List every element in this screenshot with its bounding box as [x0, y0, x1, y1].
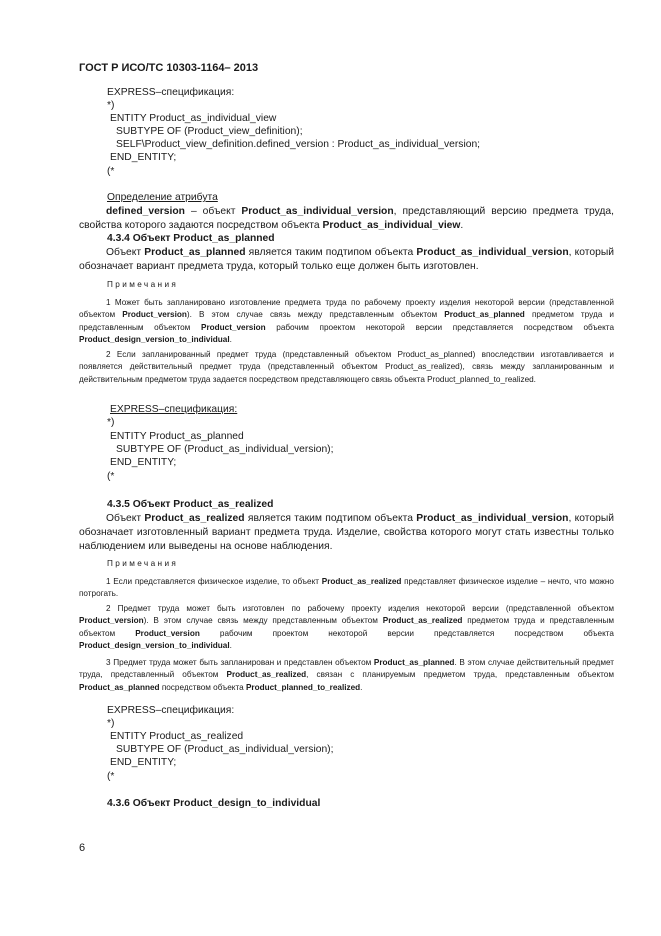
express-line: ENTITY Product_as_individual_view	[110, 113, 277, 124]
express-title: EXPRESS–спецификация:	[110, 404, 238, 415]
express-line: ENTITY Product_as_planned	[110, 431, 244, 442]
express-line: *)	[107, 718, 115, 729]
express-line: SELF\Product_view_definition.defined_version : Product_as_individual_version;	[116, 139, 481, 150]
section-4-3-4-text: Объект Product_as_planned является таким подтипом объекта Product_as_individual_version, который обозначает вариант предмета труда, который только еще должен быть изготовлен.	[79, 247, 614, 272]
note-2: 2 Предмет труда может быть изготовлен по рабочему проекту изделия некоторой версии (представленной объектом Product_version). В этом случае связь между представленным объектом Product_as_realized предметом труда и представленным объектом Product_version рабочим проектом некоторой версии представляется посредством объекта Product_design_version_to_individual.	[79, 604, 614, 650]
note-3: 3 Предмет труда может быть запланирован и представлен объектом Product_as_planned. В этом случае действительный предмет труда, представленный объектом Product_as_realized, связан с планируемым предметом труда, представленным объектом Product_as_planned посредством объекта Product_planned_to_realized.	[79, 658, 614, 692]
express-line: END_ENTITY;	[110, 757, 177, 768]
express-line: SUBTYPE OF (Product_view_definition);	[116, 126, 303, 137]
section-heading-4-3-6: 4.3.6 Объект Product_design_to_individual	[107, 798, 321, 809]
page-number: 6	[79, 842, 86, 854]
section-4-3-5-text: Объект Product_as_realized является таким подтипом объекта Product_as_individual_version, который обозначает изготовленный вариант предмета труда. Изделие, свойства которого могут стать известны только наблюдением или выведены на основе наблюдения.	[79, 513, 614, 552]
express-line: SUBTYPE OF (Product_as_individual_version);	[116, 444, 334, 455]
note-2: 2 Если запланированный предмет труда (представленный объектом Product_as_planned) впоследствии изготавливается и появляется действительный предмет труда (представленный объектом Product_as_realized), связь между запланированным и действительным предметом труда задается посредством представляющего связь объекта Product_planned_to_realized.	[79, 350, 614, 384]
express-line: END_ENTITY;	[110, 457, 177, 468]
section-heading-4-3-5: 4.3.5 Объект Product_as_realized	[107, 499, 274, 510]
document-header: ГОСТ Р ИСО/ТС 10303-1164– 2013	[79, 62, 259, 74]
express-title: EXPRESS–спецификация:	[107, 705, 235, 716]
express-line: *)	[107, 417, 115, 428]
express-title: EXPRESS–спецификация:	[107, 87, 235, 98]
notes-label: Примечания	[107, 280, 179, 289]
express-line: (*	[107, 166, 115, 177]
notes-label: Примечания	[107, 559, 179, 568]
express-line: (*	[107, 771, 115, 782]
express-line: ENTITY Product_as_realized	[110, 731, 244, 742]
note-1: 1 Может быть запланировано изготовление предмета труда по рабочему проекту изделия некоторой версии (представленной объектом Product_version). В этом случае связь между представленным объектом Product_as_planned предметом труда и представленным объектом Product_version рабочим проектом некоторой версии представляется посредством объекта Product_design_version_to_individual.	[79, 298, 614, 344]
express-line: SUBTYPE OF (Product_as_individual_version);	[116, 744, 334, 755]
express-line: (*	[107, 471, 115, 482]
attribute-definition-text: defined_version – объект Product_as_individual_version, представляющий версию предмета труда, свойства которого задаются посредством объекта Product_as_individual_view.	[79, 206, 614, 231]
express-line: *)	[107, 100, 115, 111]
section-heading-4-3-4: 4.3.4 Объект Product_as_planned	[107, 233, 275, 244]
express-line: END_ENTITY;	[110, 152, 177, 163]
note-1: 1 Если представляется физическое изделие, то объект Product_as_realized представляет физическое изделие – нечто, что можно потрогать.	[79, 577, 614, 599]
attribute-definition-heading: Определение атрибута	[107, 192, 218, 203]
